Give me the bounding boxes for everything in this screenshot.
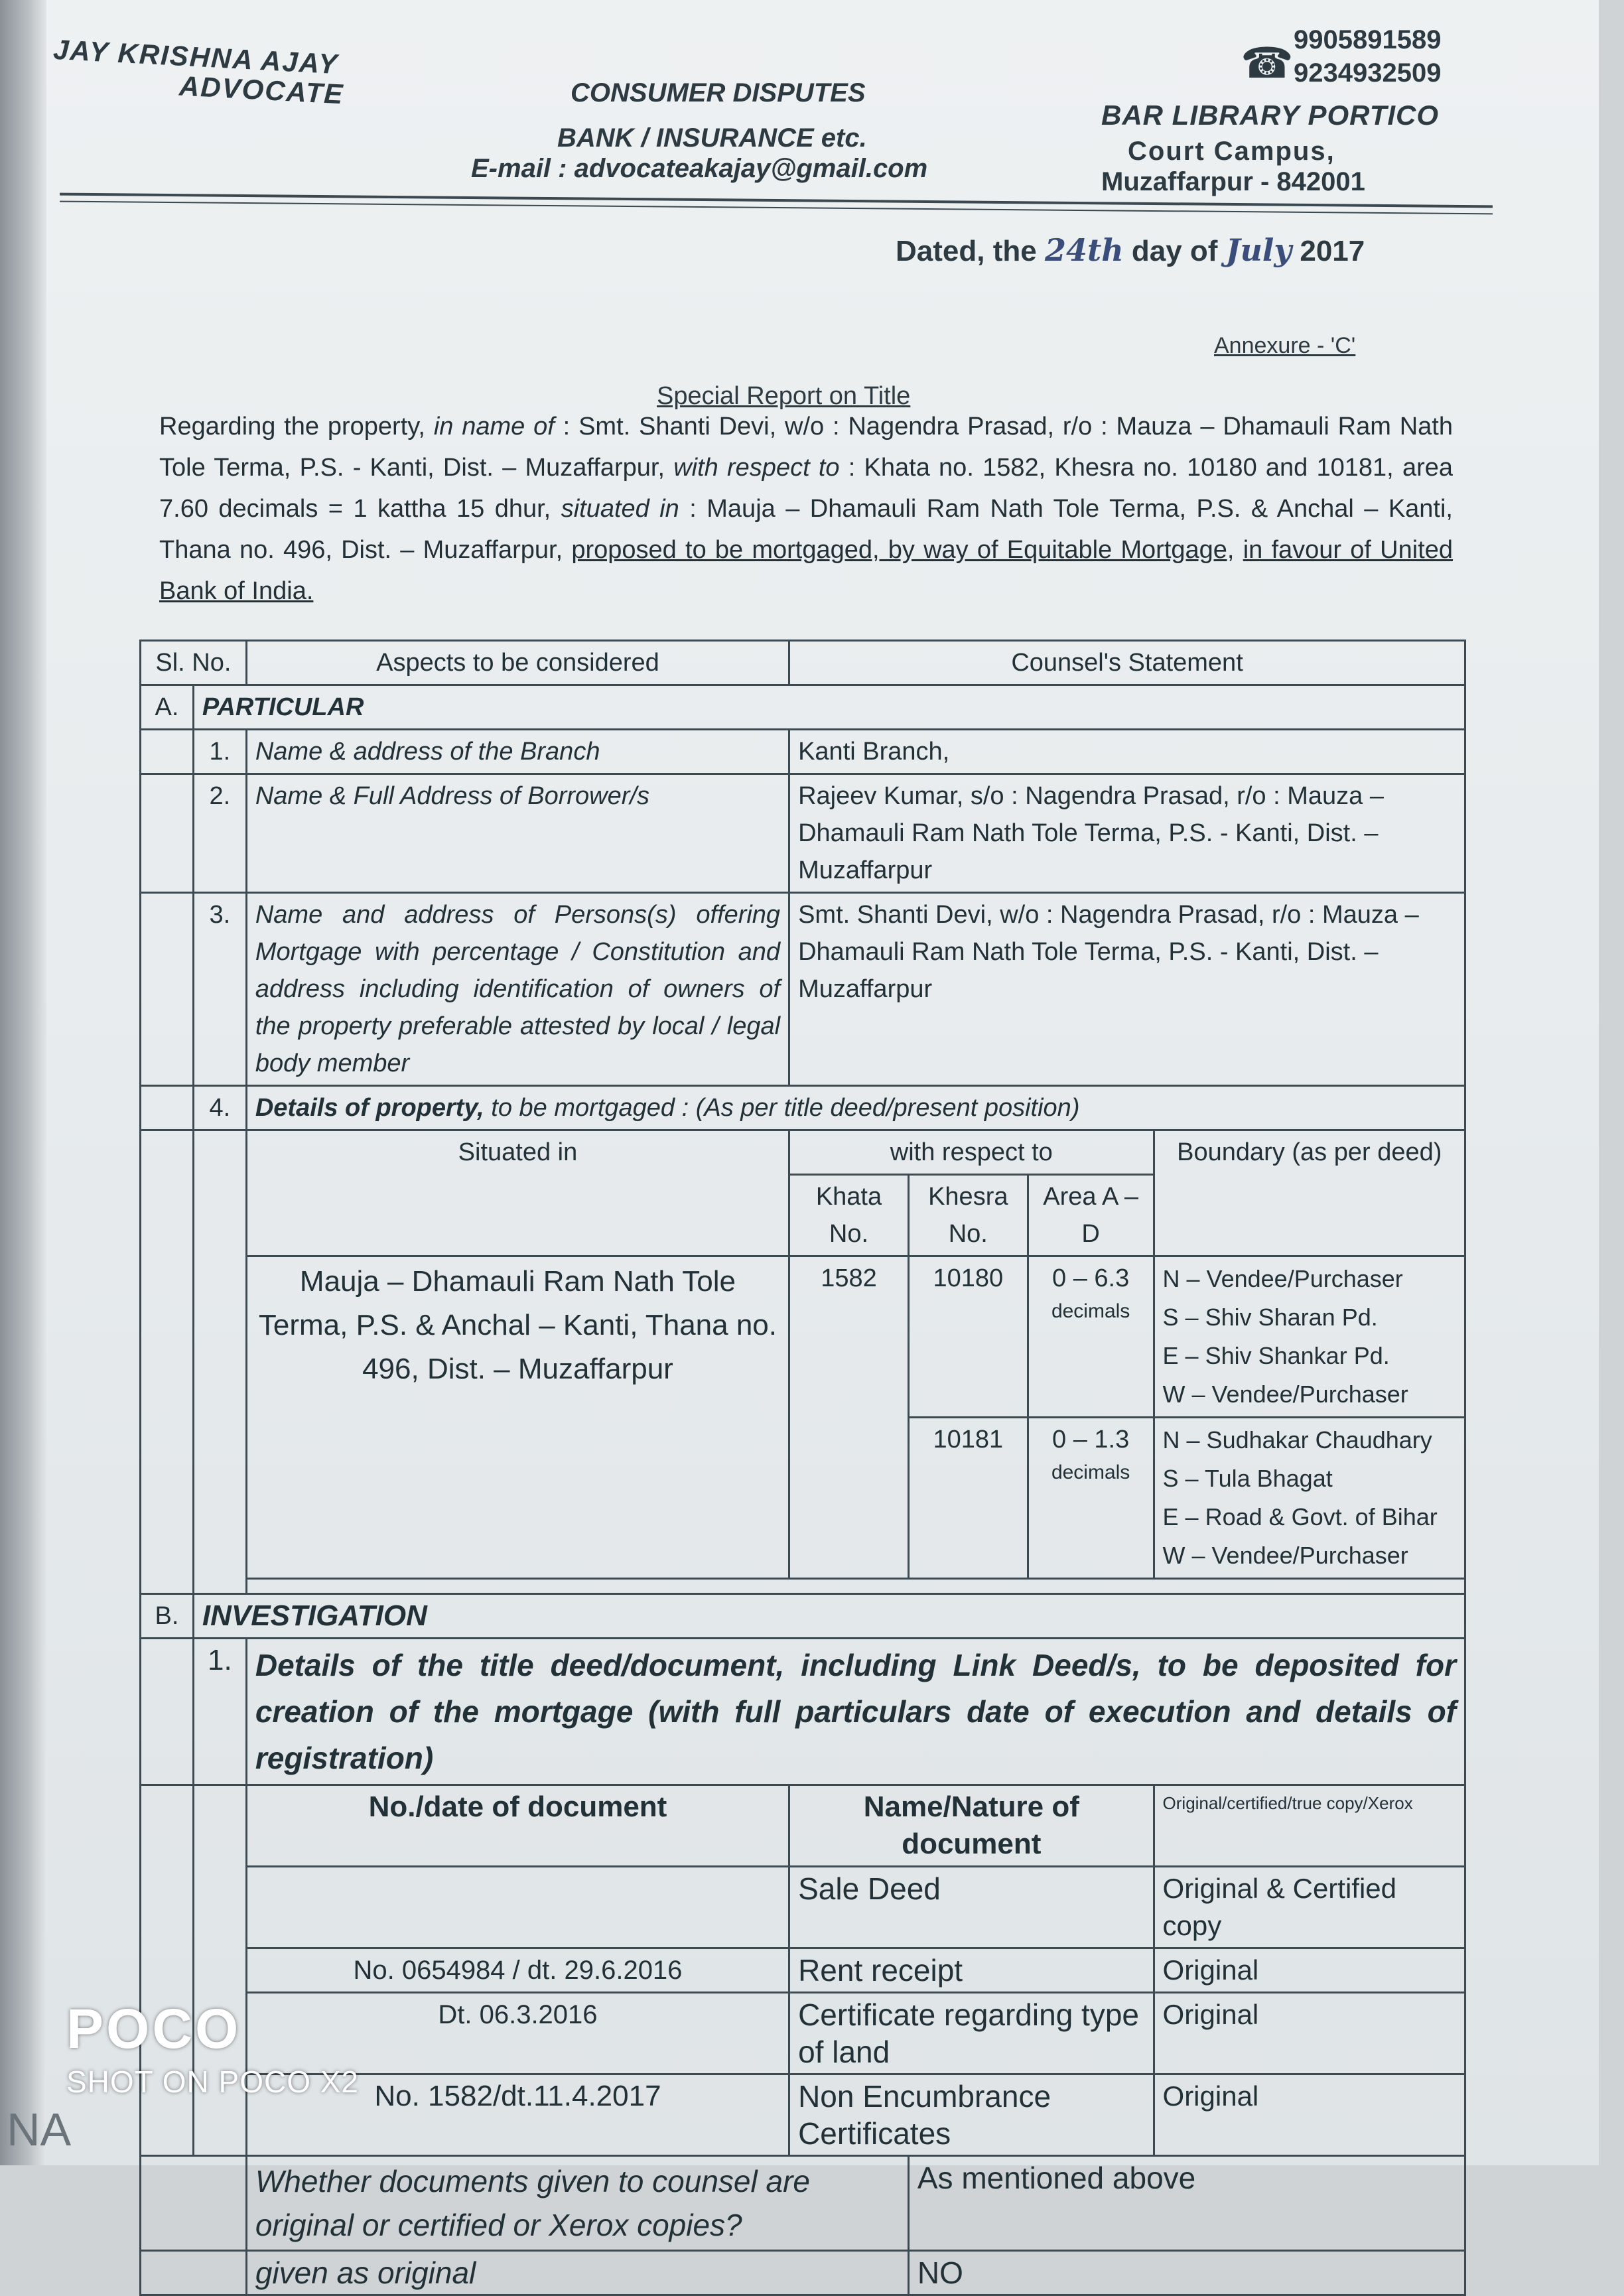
section-a-letter: A.	[141, 685, 194, 730]
boundary-west: W – Vendee/Purchaser	[1162, 1542, 1408, 1569]
row-number: 2.	[193, 774, 246, 893]
plot-area-value: 0 – 1.3	[1052, 1426, 1130, 1453]
header-aspects: Aspects to be considered	[246, 641, 789, 685]
intro-text-5: : Khata no. 1582, Khesra no. 10180 and 10181, area 7.60 decimals = 1 kattha 15 dhur,	[159, 454, 1454, 523]
date-day: 24th	[1044, 232, 1124, 268]
boundary-east: E – Shiv Shankar Pd.	[1162, 1342, 1390, 1369]
intro-text-6: situated in	[561, 495, 679, 523]
doc-no: No. 1582/dt.11.4.2017	[246, 2074, 789, 2156]
specialty-bank: BANK / INSURANCE etc.	[557, 123, 867, 153]
property-label-rest: to be mortgaged : (As per title deed/present position)	[491, 1094, 1080, 1122]
intro-text-4: with respect to	[673, 454, 840, 482]
date-year: 2017	[1300, 235, 1365, 267]
document-row	[141, 1867, 1465, 1948]
boundary-west: W – Vendee/Purchaser	[1162, 1381, 1408, 1408]
row-label: Name & Full Address of Borrower/s	[246, 774, 789, 893]
binder-spine	[0, 0, 46, 2165]
plot-area-value: 0 – 6.3	[1052, 1264, 1130, 1292]
header-sl-no: Sl. No.	[141, 641, 247, 685]
specialty-consumer: CONSUMER DISPUTES	[571, 78, 866, 107]
question-row	[141, 2156, 1465, 2251]
annexure-label: Annexure - 'C'	[1214, 333, 1356, 358]
header-counsel: Counsel's Statement	[789, 641, 1465, 685]
address-line-1: BAR LIBRARY PORTICO	[1101, 100, 1440, 131]
doc-header-name: Name/Nature of document	[789, 1785, 1154, 1867]
section-b-title: INVESTIGATION	[193, 1594, 1465, 1639]
property-header-wrt: with respect to	[789, 1130, 1154, 1175]
watermark-brand: POCO	[66, 1997, 241, 2060]
property-header-khesra: Khesra No.	[908, 1175, 1028, 1256]
doc-name: Sale Deed	[789, 1867, 1154, 1948]
boundary-east: E – Road & Govt. of Bihar	[1162, 1503, 1438, 1530]
row-label: Details of the title deed/document, including Link Deed/s, to be deposited for creation of the mortgage (with full particulars date of execution and details of registration)	[246, 1639, 1465, 1785]
property-header-row	[141, 1130, 1465, 1175]
document-page	[7, 0, 1599, 2290]
intro-text-7: : Mauja – Dhamauli Ram Nath Tole Terma, P.S. & Anchal – Kanti, Thana no. 496, Dist. – Muzaffarpur,	[159, 495, 1453, 564]
address-line-3: Muzaffarpur - 842001	[1101, 167, 1365, 196]
table-row	[141, 1086, 1465, 1130]
intro-text-2: in name of	[433, 413, 555, 440]
plot-boundary	[1154, 1256, 1465, 1418]
row-label	[246, 1086, 1465, 1130]
document-header-row	[141, 1785, 1465, 1867]
doc-no	[246, 1867, 789, 1948]
doc-name: Certificate regarding type of land	[789, 1993, 1154, 2074]
row-number: 3.	[193, 893, 246, 1086]
date-middle: day of	[1131, 235, 1218, 267]
row-label: Name & address of the Branch	[246, 730, 789, 774]
table-header-row	[141, 641, 1465, 685]
doc-no: No. 0654984 / dt. 29.6.2016	[246, 1948, 789, 1993]
plot-area	[1028, 1256, 1154, 1418]
row-number: 1.	[193, 1639, 246, 1785]
advocate-title: ADVOCATE	[178, 70, 345, 110]
section-b-letter: B.	[141, 1594, 194, 1639]
address-line-2: Court Campus,	[1128, 137, 1335, 166]
plot-area-unit: decimals	[1051, 1300, 1130, 1322]
plot-boundary	[1154, 1418, 1465, 1579]
section-b-row	[141, 1594, 1465, 1639]
section-a-title: PARTICULAR	[193, 685, 1465, 730]
phone-icon: ☎	[1241, 39, 1294, 87]
margin-mark: NA	[7, 2104, 72, 2155]
plot-khesra: 10181	[908, 1418, 1028, 1579]
advocate-name: JAY KRISHNA AJAY	[52, 33, 340, 80]
section-a-row	[141, 685, 1465, 730]
property-label-bold: Details of property,	[255, 1094, 484, 1122]
doc-orig: Original & Certified copy	[1154, 1867, 1465, 1948]
doc-name: Non Encumbrance Certificates	[789, 2074, 1154, 2156]
intro-text-1: Regarding the property,	[159, 413, 425, 440]
question-answer: NO	[908, 2251, 1465, 2295]
doc-header-orig: Original/certified/true copy/Xerox	[1154, 1785, 1465, 1867]
property-spacer-row	[141, 1579, 1465, 1594]
intro-paragraph	[159, 406, 1453, 612]
camera-watermark	[66, 1997, 359, 2100]
intro-text-8: proposed to be mortgaged, by way of Equitable Mortgage,	[571, 536, 1235, 564]
watermark-caption: SHOT ON POCO X2	[66, 2064, 360, 2099]
doc-no: Dt. 06.3.2016	[246, 1993, 789, 2074]
question-text: Whether documents given to counsel are original or certified or Xerox copies?	[246, 2156, 908, 2251]
date-line	[896, 232, 1365, 268]
row-number: 1.	[193, 730, 246, 774]
email-address: E-mail : advocateakajay@gmail.com	[471, 154, 928, 183]
row-value: Rajeev Kumar, s/o : Nagendra Prasad, r/o : Mauza – Dhamauli Ram Nath Tole Terma, P.S. - Kanti, Dist. – Muzaffarpur	[789, 774, 1465, 893]
question-answer: As mentioned above	[908, 2156, 1465, 2251]
table-row	[141, 730, 1465, 774]
property-khata: 1582	[789, 1256, 909, 1579]
property-situated: Mauja – Dhamauli Ram Nath Tole Terma, P.S. & Anchal – Kanti, Thana no. 496, Dist. – Muzaffarpur	[246, 1256, 789, 1579]
doc-header-no: No./date of document	[246, 1785, 789, 1867]
boundary-south: S – Shiv Sharan Pd.	[1162, 1304, 1378, 1331]
report-title: Special Report on Title	[657, 382, 911, 410]
table-row	[141, 893, 1465, 1086]
plot-area	[1028, 1418, 1154, 1579]
table-row	[141, 1639, 1465, 1785]
property-header-khata: Khata No.	[789, 1175, 909, 1256]
intro-text-3: : Smt. Shanti Devi, w/o : Nagendra Prasad, r/o : Mauza – Dhamauli Ram Nath Tole Terma, P.S. - Kanti, Dist. – Muzaffarpur,	[159, 413, 1454, 482]
row-value: Kanti Branch,	[789, 730, 1465, 774]
phone-2: 9234932509	[1294, 58, 1442, 88]
row-label: Name and address of Persons(s) offering Mortgage with percentage / Constitution and address including identification of owners of the property preferable attested by local / legal body member	[246, 893, 789, 1086]
plot-khesra: 10180	[908, 1256, 1028, 1418]
row-value: Smt. Shanti Devi, w/o : Nagendra Prasad, r/o : Mauza – Dhamauli Ram Nath Tole Terma, P.S. - Kanti, Dist. – Muzaffarpur	[789, 893, 1465, 1086]
property-plot-row	[141, 1256, 1465, 1418]
date-prefix: Dated, the	[896, 235, 1037, 267]
table-row	[141, 774, 1465, 893]
doc-name: Rent receipt	[789, 1948, 1154, 1993]
question-text: given as original	[246, 2251, 908, 2295]
doc-orig: Original	[1154, 1993, 1465, 2074]
plot-area-unit: decimals	[1051, 1461, 1130, 1483]
date-month: July	[1225, 232, 1292, 268]
property-header-situated: Situated in	[246, 1130, 789, 1256]
question-row	[141, 2251, 1465, 2295]
boundary-north: N – Sudhakar Chaudhary	[1162, 1426, 1432, 1453]
phone-1: 9905891589	[1294, 25, 1442, 54]
boundary-north: N – Vendee/Purchaser	[1162, 1265, 1403, 1292]
doc-orig: Original	[1154, 1948, 1465, 1993]
row-number: 4.	[193, 1086, 246, 1130]
intro-text-9: in favour of United Bank of India.	[159, 536, 1454, 605]
document-row	[141, 1948, 1465, 1993]
boundary-south: S – Tula Bhagat	[1162, 1465, 1333, 1492]
property-header-boundary: Boundary (as per deed)	[1154, 1130, 1465, 1256]
property-header-area: Area A – D	[1028, 1175, 1154, 1256]
doc-orig: Original	[1154, 2074, 1465, 2156]
